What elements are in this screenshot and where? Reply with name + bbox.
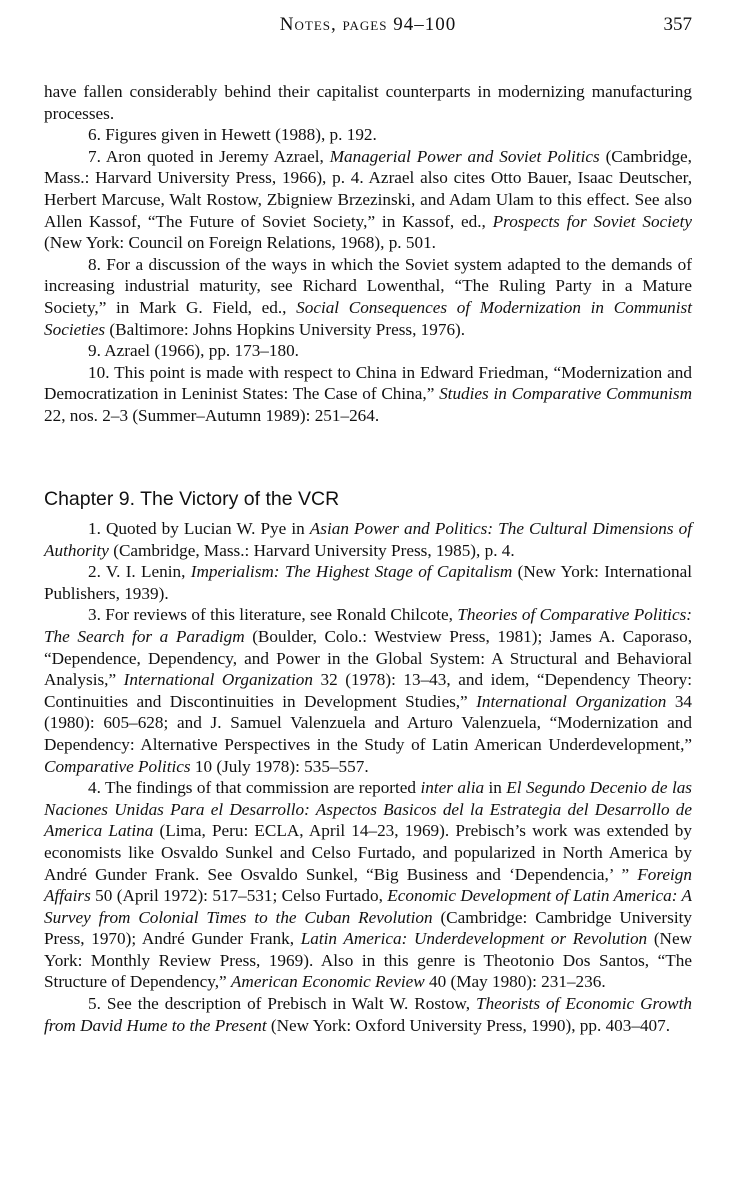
ch9-note-5: 5. See the description of Prebisch in Walt W. Rostow, Theorists of Economic Growth from David Hume to the Present (New York: Oxford University Press, 1990), pp. 403–407. xyxy=(44,994,692,1035)
note-7: 7. Aron quoted in Jeremy Azrael, Managerial Power and Soviet Politics (Cambridge, Mass.: Harvard University Press, 1966), p. 4. Azrael also cites Otto Bauer, Isaac Deutscher, Herbert Marcuse, Walt Rostow, Zbigniew Brzezinski, and Adam Ulam to this effect. See also Allen Kassof, “The Future of Soviet Society,” in Kassof, ed., Prospects for Soviet Society (New York: Council on Foreign Relations, 1968), p. 501. xyxy=(44,146,692,253)
chapter-heading: Chapter 9. The Victory of the VCR xyxy=(44,488,340,510)
running-title: Notes, pages 94–100 xyxy=(279,14,457,35)
notes-block-chapter-9 xyxy=(44,518,692,1036)
note-6: 6. Figures given in Hewett (1988), p. 192. xyxy=(88,125,377,145)
note-10: 10. This point is made with respect to China in Edward Friedman, “Modernization and Democratization in Leninist States: The Case of China,” Studies in Comparative Communism 22, nos. 2–3 (Summer–Autumn 1989): 251–264. xyxy=(44,362,692,425)
note-continuation: have fallen considerably behind their capitalist counterparts in modernizing manufacturing processes. xyxy=(44,82,692,123)
note-9: 9. Azrael (1966), pp. 173–180. xyxy=(88,341,299,361)
notes-block-previous-chapter xyxy=(44,81,692,427)
ch9-note-1: 1. Quoted by Lucian W. Pye in Asian Power and Politics: The Cultural Dimensions of Authority (Cambridge, Mass.: Harvard University Press, 1985), p. 4. xyxy=(44,519,692,560)
page-number: 357 xyxy=(663,14,692,35)
ch9-note-2: 2. V. I. Lenin, Imperialism: The Highest Stage of Capitalism (New York: International Publishers, 1939). xyxy=(44,562,693,603)
ch9-note-4: 4. The findings of that commission are reported inter alia in El Segundo Decenio de las Naciones Unidas Para el Desarrollo: Aspectos Basicos del la Estrategia del Desarrollo de America Latina (Lima, Peru: ECLA, April 14–23, 1969). Prebisch’s work was extended by economists like Osvaldo Sunkel and Celso Furtado, and popularized in North America by André Gunder Frank. See Osvaldo Sunkel, “Big Business and ‘Dependencia,’ ” Foreign Affairs 50 (April 1972): 517–531; Celso Furtado, Economic Development of Latin America: A Survey from Colonial Times to the Cuban Revolution (Cambridge: Cambridge University Press, 1970); André Gunder Frank, Latin America: Underdevelopment or Revolution (New York: Monthly Review Press, 1969). Also in this genre is Theotonio Dos Santos, “The Structure of Dependency,” American Economic Review 40 (May 1980): 231–236. xyxy=(44,778,692,992)
running-head xyxy=(44,14,692,42)
ch9-note-3: 3. For reviews of this literature, see Ronald Chilcote, Theories of Comparative Politics: The Search for a Paradigm (Boulder, Colo.: Westview Press, 1981); James A. Caporaso, “Dependence, Dependency, and Power in the Global System: A Structural and Behavioral Analysis,” International Organization 32 (1978): 13–43, and idem, “Dependency Theory: Continuities and Discontinuities in Development Studies,” International Organization 34 (1980): 605–628; and J. Samuel Valenzuela and Arturo Valenzuela, “Modernization and Dependency: Alternative Perspectives in the Study of Latin American Underdevelopment,” Comparative Politics 10 (July 1978): 535–557. xyxy=(44,605,692,776)
note-8: 8. For a discussion of the ways in which the Soviet system adapted to the demands of increasing industrial maturity, see Richard Lowenthal, “The Ruling Party in a Mature Society,” in Mark G. Field, ed., Social Consequences of Modernization in Communist Societies (Baltimore: Johns Hopkins University Press, 1976). xyxy=(44,254,692,339)
